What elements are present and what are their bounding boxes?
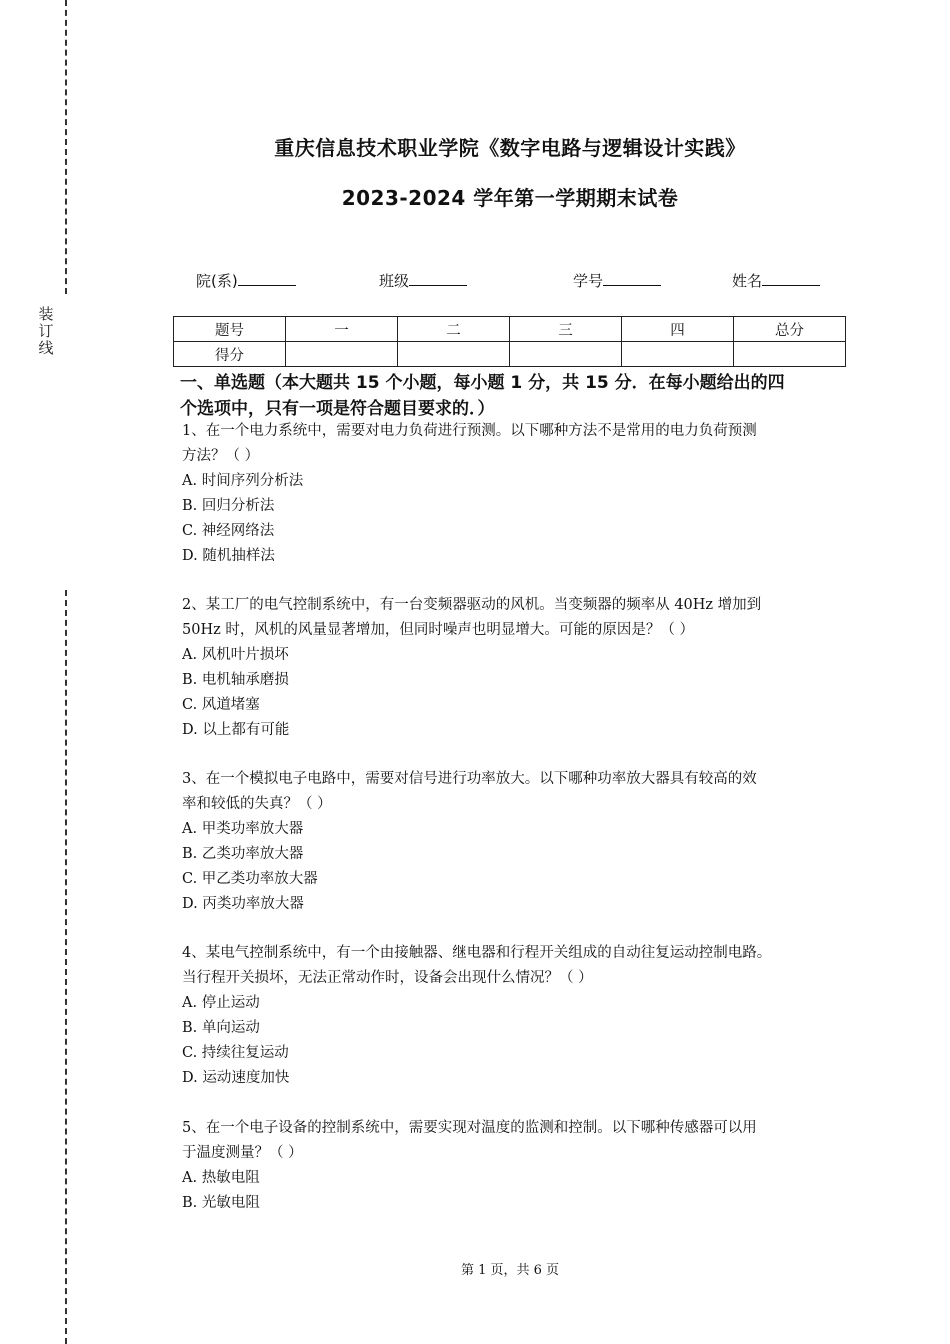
section-heading — [180, 370, 845, 422]
score-table-header-row — [174, 317, 846, 342]
option-b: B. 电机轴承磨损 — [182, 672, 289, 688]
option-b: B. 乙类功率放大器 — [182, 846, 304, 862]
header-cell: 一 — [286, 317, 398, 342]
question-stem-line: 2、某工厂的电气控制系统中，有一台变频器驱动的风机。当变频器的频率从 40Hz 增加到 — [182, 597, 762, 613]
score-row-label: 得分 — [174, 342, 286, 367]
option-b: B. 回归分析法 — [182, 498, 275, 514]
option-c: C. 神经网络法 — [182, 523, 275, 539]
header-cell: 三 — [510, 317, 622, 342]
dept-field — [196, 270, 296, 291]
question-3 — [182, 767, 847, 917]
question-stem-line: 当行程开关损坏，无法正常动作时，设备会出现什么情况？（ ） — [182, 970, 593, 986]
option-c: C. 持续往复运动 — [182, 1045, 289, 1061]
class-blank — [409, 271, 467, 286]
binding-label — [37, 306, 55, 357]
option-d: D. 随机抽样法 — [182, 548, 275, 564]
score-table-score-row — [174, 342, 846, 367]
question-stem-line: 于温度测量？（ ） — [182, 1145, 303, 1161]
question-4 — [182, 941, 847, 1091]
name-field — [732, 270, 820, 291]
option-a: A. 时间序列分析法 — [182, 473, 304, 489]
question-stem-line: 5、在一个电子设备的控制系统中，需要实现对温度的监测和控制。以下哪种传感器可以用 — [182, 1120, 757, 1136]
class-label: 班级 — [379, 272, 410, 290]
exam-title: 重庆信息技术职业学院《数字电路与逻辑设计实践》 — [274, 136, 746, 160]
option-a: A. 风机叶片损坏 — [182, 647, 289, 663]
score-cell — [622, 342, 734, 367]
question-stem-line: 3、在一个模拟电子电路中，需要对信号进行功率放大。以下哪种功率放大器具有较高的效 — [182, 771, 757, 787]
student-id-field — [573, 270, 661, 291]
dept-blank — [238, 271, 296, 286]
score-cell — [510, 342, 622, 367]
binding-line-bottom — [65, 590, 67, 1344]
student-id-blank — [603, 271, 661, 286]
binding-char: 订 — [38, 322, 54, 340]
option-d: D. 以上都有可能 — [182, 722, 290, 738]
binding-char: 装 — [38, 305, 54, 323]
option-c: C. 风道堵塞 — [182, 697, 260, 713]
exam-subtitle: 2023-2024 学年第一学期期末试卷 — [341, 186, 679, 210]
header-cell: 二 — [398, 317, 510, 342]
binding-line-top — [65, 0, 67, 294]
option-a: A. 热敏电阻 — [182, 1170, 260, 1186]
score-cell — [398, 342, 510, 367]
student-id-label: 学号 — [573, 272, 604, 290]
section-heading-line: 个选项中，只有一项是符合题目要求的．） — [180, 399, 495, 419]
score-cell — [286, 342, 398, 367]
binding-char: 线 — [38, 339, 54, 357]
option-b: B. 光敏电阻 — [182, 1195, 260, 1211]
question-stem-line: 1、在一个电力系统中，需要对电力负荷进行预测。以下哪种方法不是常用的电力负荷预测 — [182, 423, 757, 439]
question-stem-line: 率和较低的失真？（ ） — [182, 796, 332, 812]
class-field — [379, 270, 467, 291]
question-2 — [182, 593, 847, 743]
page-number: 第 1 页，共 6 页 — [460, 1263, 560, 1278]
option-b: B. 单向运动 — [182, 1020, 260, 1036]
section-heading-line: 一、单选题（本大题共 15 个小题，每小题 1 分，共 15 分．在每小题给出的四 — [180, 373, 785, 393]
question-5 — [182, 1116, 847, 1216]
option-a: A. 停止运动 — [182, 995, 260, 1011]
option-d: D. 丙类功率放大器 — [182, 896, 304, 912]
header-cell: 总分 — [734, 317, 846, 342]
header-cell: 题号 — [174, 317, 286, 342]
option-a: A. 甲类功率放大器 — [182, 821, 304, 837]
question-stem-line: 50Hz 时，风机的风量显著增加，但同时噪声也明显增大。可能的原因是？（ ） — [182, 622, 694, 638]
question-stem-line: 方法？（ ） — [182, 448, 260, 464]
option-d: D. 运动速度加快 — [182, 1070, 290, 1086]
question-stem-line: 4、某电气控制系统中，有一个由接触器、继电器和行程开关组成的自动往复运动控制电路。 — [182, 945, 772, 961]
name-blank — [762, 271, 820, 286]
dept-label: 院(系) — [196, 272, 238, 290]
score-cell — [734, 342, 846, 367]
score-table — [173, 316, 846, 367]
option-c: C. 甲乙类功率放大器 — [182, 871, 318, 887]
header-cell: 四 — [622, 317, 734, 342]
question-1 — [182, 419, 847, 569]
name-label: 姓名 — [732, 272, 763, 290]
